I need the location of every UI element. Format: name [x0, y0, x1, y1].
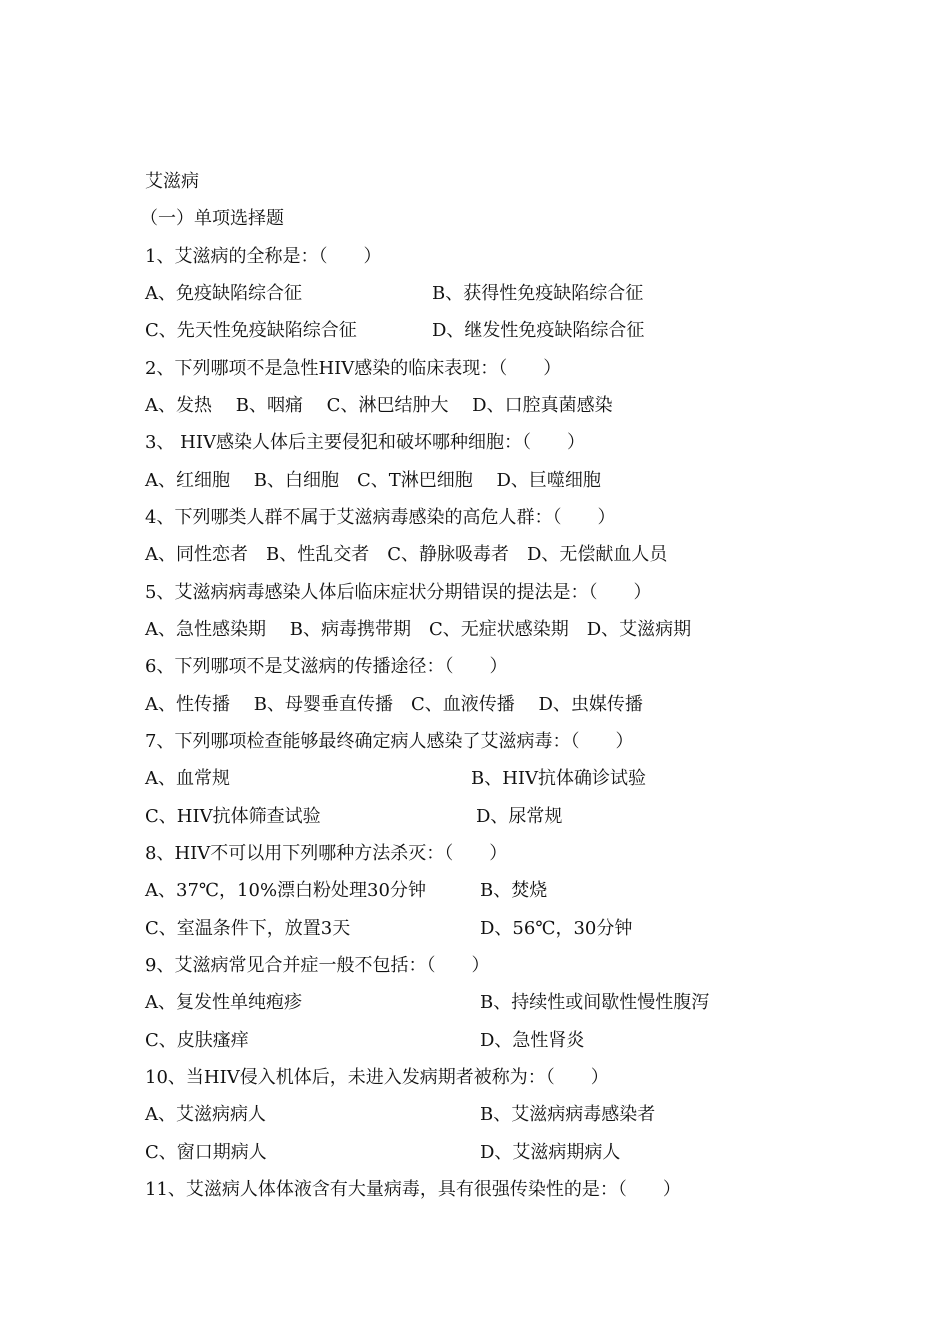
- option-line: B、获得性免疫缺陷综合征: [432, 283, 644, 304]
- option-line: C、窗口期病人: [145, 1142, 267, 1163]
- question-2: 2、下列哪项不是急性HIV感染的临床表现：（ ）: [145, 358, 562, 379]
- question-3: 3、 HIV感染人体后主要侵犯和破坏哪种细胞：（ ）: [145, 432, 585, 453]
- option-line: D、艾滋病期病人: [480, 1142, 621, 1163]
- option-line: A、艾滋病病人: [145, 1104, 266, 1125]
- option-line: C、先天性免疫缺陷综合征: [145, 320, 357, 341]
- option-line: C、室温条件下，放置3天: [145, 918, 351, 939]
- option-line: B、HIV抗体确诊试验: [471, 768, 647, 789]
- option-line: D、尿常规: [476, 806, 563, 827]
- option-line: B、焚烧: [480, 880, 548, 901]
- section-heading: （一）单项选择题: [140, 208, 284, 229]
- option-line: D、急性肾炎: [480, 1030, 585, 1051]
- option-line: A、复发性单纯疱疹: [145, 992, 302, 1013]
- option-line: A、37℃，10%漂白粉处理30分钟: [145, 880, 426, 901]
- question-8: 8、HIV不可以用下列哪种方法杀灭：（ ）: [145, 843, 508, 864]
- document-title: 艾滋病: [145, 171, 199, 192]
- option-line: D、56℃，30分钟: [480, 918, 633, 939]
- question-5: 5、艾滋病病毒感染人体后临床症状分期错误的提法是：（ ）: [145, 582, 652, 603]
- option-line: C、HIV抗体筛查试验: [145, 806, 321, 827]
- option-line: A、血常规: [145, 768, 230, 789]
- option-line: D、继发性免疫缺陷综合征: [432, 320, 645, 341]
- option-line: A、同性恋者 B、性乱交者 C、静脉吸毒者 D、无偿献血人员: [145, 544, 668, 565]
- question-9: 9、艾滋病常见合并症一般不包括：（ ）: [145, 955, 490, 976]
- question-6: 6、下列哪项不是艾滋病的传播途径：（ ）: [145, 656, 508, 677]
- question-4: 4、下列哪类人群不属于艾滋病毒感染的高危人群：（ ）: [145, 507, 616, 528]
- option-line: B、艾滋病病毒感染者: [480, 1104, 656, 1125]
- option-line: A、性传播 B、母婴垂直传播 C、血液传播 D、虫媒传播: [145, 694, 643, 715]
- option-line: B、持续性或间歇性慢性腹泻: [480, 992, 710, 1013]
- option-line: A、免疫缺陷综合征: [145, 283, 302, 304]
- question-11: 11、艾滋病人体体液含有大量病毒，具有很强传染性的是：（ ）: [145, 1179, 681, 1200]
- question-10: 10、当HIV侵入机体后，未进入发病期者被称为：（ ）: [145, 1067, 609, 1088]
- option-line: A、发热 B、咽痛 C、淋巴结肿大 D、口腔真菌感染: [145, 395, 613, 416]
- option-line: A、急性感染期 B、病毒携带期 C、无症状感染期 D、艾滋病期: [145, 619, 692, 640]
- option-line: C、皮肤瘙痒: [145, 1030, 249, 1051]
- question-1: 1、艾滋病的全称是：（ ）: [145, 246, 382, 267]
- question-7: 7、下列哪项检查能够最终确定病人感染了艾滋病毒：（ ）: [145, 731, 634, 752]
- option-line: A、红细胞 B、白细胞 C、T淋巴细胞 D、巨噬细胞: [145, 470, 601, 491]
